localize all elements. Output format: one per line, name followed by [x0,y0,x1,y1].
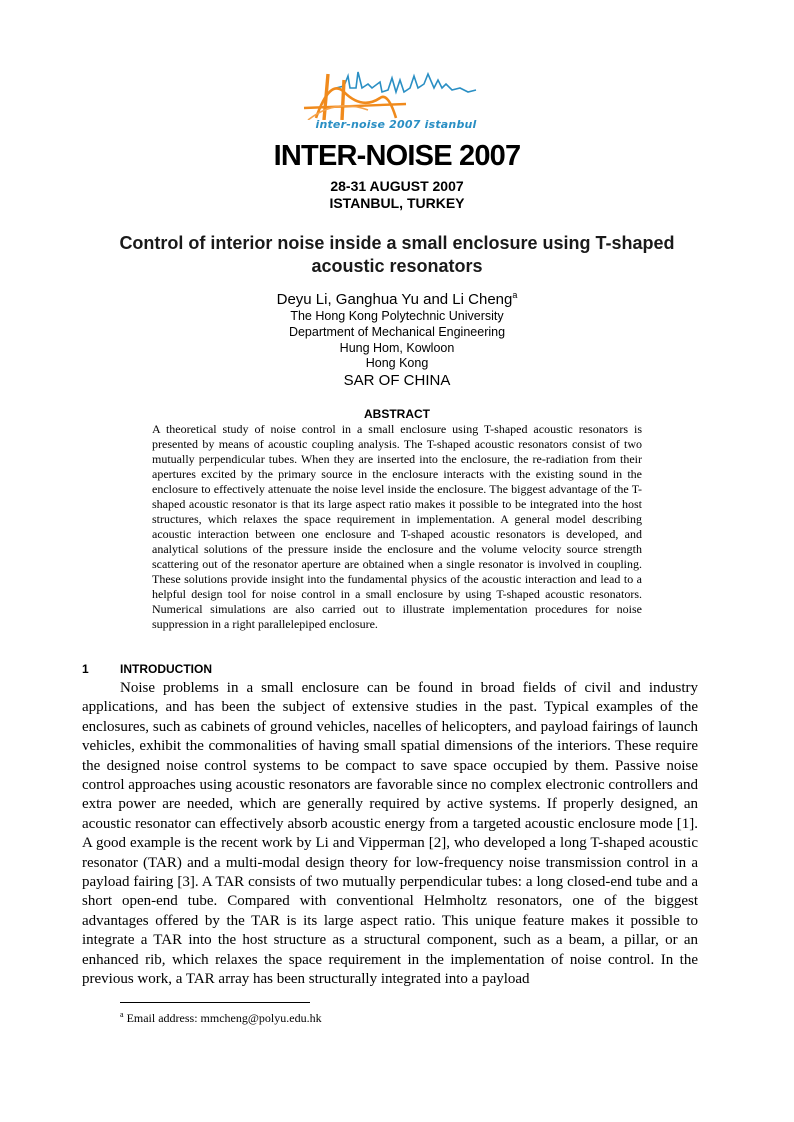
abstract-heading: ABSTRACT [364,407,430,421]
paper-title: Control of interior noise inside a small enclosure using T-shaped acoustic resonators [119,233,675,276]
author-list [0,290,794,308]
affiliation-country: SAR OF CHINA [343,372,451,389]
conference-title: INTER-NOISE 2007 [273,140,521,172]
author-names: Deyu Li, Ganghua Yu and Li Cheng [276,291,513,308]
bridge-tower-left [324,74,328,120]
affiliation-line: Hong Kong [365,356,429,370]
conference-dates: 28-31 AUGUST 2007 [330,178,464,194]
conference-location: ISTANBUL, TURKEY [329,195,465,211]
author-footnote-marker: a [512,290,518,300]
section-title: INTRODUCTION [120,662,212,676]
affiliation-line: Department of Mechanical Engineering [288,325,506,339]
conference-logo [296,58,496,136]
bridge-skyline-icon [296,58,496,120]
introduction-paragraph: Noise problems in a small enclosure can be found in broad fields of civil and industry applications, and has been the subject of extensive studies in the past. Typical examples of the enclosures, such as cabinets of ground vehicles, nacelles of helicopters, and payload fairings of launch vehicles, exhibit the commonalities of having small spatial dimensions of the interiors. These require the designed noise control systems to be compact to save space occupied by them. Passive noise control approaches using acoustic resonators are favorable since no complex electronic controllers and extra power are needed, which are generally required by active systems. If properly designed, an acoustic resonator can effectively absorb acoustic energy from a targeted acoustic enclosure mode [1]. A good example is the recent work by Li and Vipperman [2], who developed a long T-shaped acoustic resonator (TAR) and a multi-modal design theory for low-frequency noise transmission control in a payload fairing [3]. A TAR consists of two mutually perpendicular tubes: a long closed-end tube and a short open-end tube. Compared with conventional Helmholtz resonators, one of the biggest advantages offered by the TAR is its large aspect ratio. This unique feature makes it possible to integrate a TAR into the host structure as a structural component, such as a beam, a pillar, or an enhanced rib, which relaxes the space requirement in the implementation of noise control. In the previous work, a TAR array has been structurally integrated into a payload [82,680,698,988]
section-heading-introduction [82,662,212,676]
section-number: 1 [82,662,89,676]
footnote-divider [120,1002,310,1003]
introduction-body [82,679,698,990]
footnote [120,1010,322,1026]
logo-caption: inter-noise 2007 istanbul [315,118,477,131]
affiliation-line: Hung Hom, Kowloon [339,341,455,355]
affiliation-line: The Hong Kong Polytechnic University [290,309,504,323]
bridge-tower-right [342,80,344,120]
skyline-line [336,72,476,92]
footnote-marker: a [120,1010,124,1019]
footnote-text: Email address: mmcheng@polyu.edu.hk [126,1011,322,1025]
abstract-body: A theoretical study of noise control in a small enclosure using T-shaped acoustic resonators is presented by means of acoustic coupling analysis. The T-shaped acoustic resonators consist of two mutually perpendicular tubes. When they are inserted into the enclosure, the re-radiation from their apertures excited by the primary source in the enclosure interacts with the existing sound in the enclosure to effectively attenuate the noise level inside the enclosure. The biggest advantage of the T-shaped acoustic resonator is that its large aspect ratio makes it possible to be integrated into the host structures, which relaxes the space requirement in implementation. A general model describing acoustic interaction between one enclosure and T-shaped acoustic resonators is developed, and analytical solutions of the pressure inside the enclosure and the volume velocity source strength scattering out of the resonator aperture are obtained when a single resonator is involved in coupling. These solutions provide insight into the fundamental physics of the acoustic interaction and lead to a helpful design tool for noise control in a small enclosure by using T-shaped acoustic resonators. Numerical simulations are also carried out to illustrate implementation procedures for noise suppression in a right parallelepiped enclosure. [152,422,642,631]
